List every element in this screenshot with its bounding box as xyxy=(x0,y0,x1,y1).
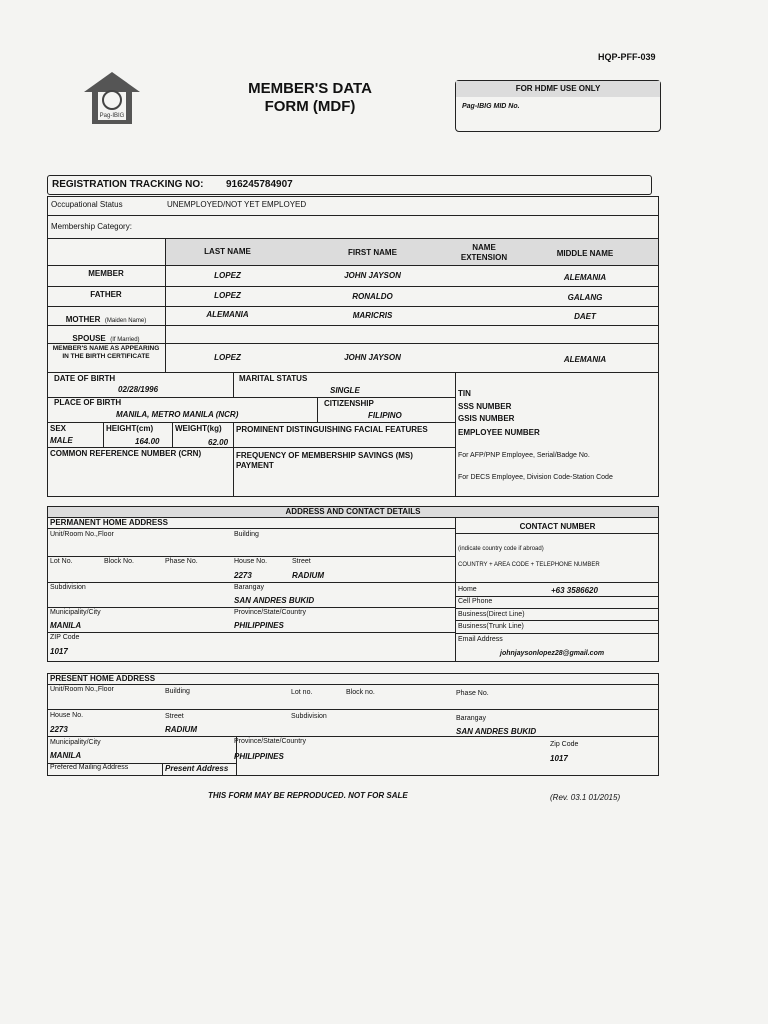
perm-municipality-value: MANILA xyxy=(50,621,82,630)
pres-barangay-value: SAN ANDRES BUKID xyxy=(456,727,537,736)
pres-province-value: PHILIPPINES xyxy=(234,752,284,761)
header-last-name: LAST NAME xyxy=(204,247,251,256)
membership-category-label: Membership Category: xyxy=(51,222,132,231)
perm-unit-label: Unit/Room No.,Floor xyxy=(50,531,114,538)
permanent-address-label: PERMANENT HOME ADDRESS xyxy=(50,518,168,527)
mother-middle-name: DAET xyxy=(574,312,596,321)
perm-lot-label: Lot No. xyxy=(50,558,73,565)
perm-barangay-value: SAN ANDRES BUKID xyxy=(234,596,315,605)
pres-province-label: Province/State/Country xyxy=(234,738,306,745)
header-name-extension: NAME EXTENSION xyxy=(460,243,508,262)
pres-lot-label: Lot no. xyxy=(291,689,313,696)
pres-street-value: RADIUM xyxy=(165,725,197,734)
perm-street-label: Street xyxy=(292,558,311,565)
citizenship-label: CITIZENSHIP xyxy=(324,399,374,408)
gsis-label: GSIS NUMBER xyxy=(458,414,515,423)
mailing-address-label: Prefered Mailing Address xyxy=(50,764,129,771)
dob-value: 02/28/1996 xyxy=(118,385,159,394)
member-middle-name: ALEMANIA xyxy=(563,273,607,282)
afp-pnp-label: For AFP/PNP Employee, Serial/Badge No. xyxy=(458,452,590,459)
pres-barangay-label: Barangay xyxy=(456,715,486,722)
present-address-label: PRESENT HOME ADDRESS xyxy=(50,674,156,683)
reproduction-note: THIS FORM MAY BE REPRODUCED. NOT FOR SALE xyxy=(208,791,408,800)
tin-label: TIN xyxy=(458,389,471,398)
row-label-birth-certificate: MEMBER'S NAME AS APPEARING IN THE BIRTH CERTIFICATE xyxy=(52,345,160,360)
phone-format-note: COUNTRY + AREA CODE + TELEPHONE NUMBER xyxy=(458,562,600,568)
pres-subdivision-label: Subdivision xyxy=(291,713,327,720)
pres-municipality-value: MANILA xyxy=(50,751,82,760)
perm-block-label: Block No. xyxy=(104,558,134,565)
perm-municipality-label: Municipality/City xyxy=(50,609,101,616)
place-of-birth-label: PLACE OF BIRTH xyxy=(54,398,122,407)
pres-street-label: Street xyxy=(165,713,184,720)
mailing-address-value: Present Address xyxy=(165,764,229,773)
sss-label: SSS NUMBER xyxy=(458,402,512,411)
perm-house-label: House No. xyxy=(234,558,268,565)
country-code-note: (indicate country code if abroad) xyxy=(458,546,544,552)
weight-label: WEIGHT(kg) xyxy=(175,424,222,433)
weight-value: 62.00 xyxy=(208,438,229,447)
birthcert-middle-name: ALEMANIA xyxy=(563,355,607,364)
pres-block-label: Block no. xyxy=(346,689,375,696)
father-first-name: RONALDO xyxy=(352,292,393,301)
birthcert-first-name: JOHN JAYSON xyxy=(344,353,401,362)
ms-frequency-label: FREQUENCY OF MEMBERSHIP SAVINGS (MS) PAYMENT xyxy=(236,451,413,470)
pres-zip-label: Zip Code xyxy=(550,741,579,748)
marital-status-label: MARITAL STATUS xyxy=(239,374,308,383)
perm-barangay-label: Barangay xyxy=(234,584,264,591)
pres-unit-label: Unit/Room No.,Floor xyxy=(50,686,114,693)
perm-house-value: 2273 xyxy=(234,571,252,580)
crn-label: COMMON REFERENCE NUMBER (CRN) xyxy=(50,449,202,458)
header-middle-name: MIDDLE NAME xyxy=(556,249,614,258)
birthcert-last-name: LOPEZ xyxy=(214,353,241,362)
pres-building-label: Building xyxy=(165,688,190,695)
spouse-note: (If Married) xyxy=(110,337,140,343)
logo-text: Pag-IBIG xyxy=(99,113,125,119)
perm-zip-label: ZIP Code xyxy=(50,634,80,641)
height-value: 164.00 xyxy=(135,437,160,446)
marital-status-value: SINGLE xyxy=(330,386,360,395)
perm-street-value: RADIUM xyxy=(292,571,324,580)
business-trunk-label: Business(Trunk Line) xyxy=(458,623,524,630)
pagibig-logo xyxy=(82,70,142,126)
employee-number-label: EMPLOYEE NUMBER xyxy=(458,428,540,437)
member-last-name: LOPEZ xyxy=(214,271,241,280)
pres-municipality-label: Municipality/City xyxy=(50,739,101,746)
form-title xyxy=(230,80,390,116)
cell-phone-label: Cell Phone xyxy=(458,598,493,605)
email-value: johnjaysonlopez28@gmail.com xyxy=(500,650,605,657)
sex-value: MALE xyxy=(50,436,73,445)
mother-first-name: MARICRIS xyxy=(352,311,393,320)
home-phone-label: Home xyxy=(458,586,477,593)
decs-label: For DECS Employee, Division Code-Station Code xyxy=(458,474,613,481)
form-code: HQP-PFF-039 xyxy=(598,52,656,62)
member-first-name: JOHN JAYSON xyxy=(344,271,401,280)
sex-label: SEX xyxy=(50,424,67,433)
header-first-name: FIRST NAME xyxy=(348,248,397,257)
place-of-birth-value: MANILA, METRO MANILA (NCR) xyxy=(116,410,239,419)
occupational-status-label: Occupational Status xyxy=(51,200,123,209)
home-phone-value: +63 3586620 xyxy=(551,586,598,595)
occupational-status-value: UNEMPLOYED/NOT YET EMPLOYED xyxy=(167,200,307,209)
height-label: HEIGHT(cm) xyxy=(106,424,154,433)
father-last-name: LOPEZ xyxy=(214,291,241,300)
perm-subdivision-label: Subdivision xyxy=(50,584,86,591)
perm-building-label: Building xyxy=(234,531,259,538)
perm-phase-label: Phase No. xyxy=(165,558,198,565)
perm-zip-value: 1017 xyxy=(50,647,68,656)
father-middle-name: GALANG xyxy=(567,293,603,302)
mother-last-name: ALEMANIA xyxy=(206,310,249,319)
citizenship-value: FILIPINO xyxy=(368,411,402,420)
pres-phase-label: Phase No. xyxy=(456,690,489,697)
dob-label: DATE OF BIRTH xyxy=(54,374,116,383)
spouse-label: SPOUSE xyxy=(72,334,106,343)
form-title-line2: FORM (MDF) xyxy=(264,98,356,115)
mother-label: MOTHER xyxy=(65,315,101,324)
form-title-line1: MEMBER'S DATA xyxy=(248,80,372,97)
mid-number-label: Pag-IBIG MID No. xyxy=(462,103,520,110)
contact-number-heading: CONTACT NUMBER xyxy=(519,522,596,531)
email-label: Email Address xyxy=(458,636,503,643)
perm-province-value: PHILIPPINES xyxy=(234,621,284,630)
perm-province-label: Province/State/Country xyxy=(234,609,306,616)
registration-number: 916245784907 xyxy=(226,179,293,190)
pres-zip-value: 1017 xyxy=(550,754,568,763)
row-label-member: MEMBER xyxy=(88,269,124,278)
hdmf-box-heading: FOR HDMF USE ONLY xyxy=(515,84,601,93)
row-label-father: FATHER xyxy=(90,290,122,299)
mother-note: (Maiden Name) xyxy=(104,318,147,324)
facial-features-label: PROMINENT DISTINGUISHING FACIAL FEATURES xyxy=(236,425,428,434)
pres-house-value: 2273 xyxy=(50,725,68,734)
revision-label: (Rev. 03.1 01/2015) xyxy=(550,793,621,802)
pres-house-label: House No. xyxy=(50,712,84,719)
registration-label: REGISTRATION TRACKING NO: xyxy=(52,179,204,190)
address-contact-heading: ADDRESS AND CONTACT DETAILS xyxy=(285,507,421,516)
business-direct-label: Business(Direct Line) xyxy=(458,611,525,618)
